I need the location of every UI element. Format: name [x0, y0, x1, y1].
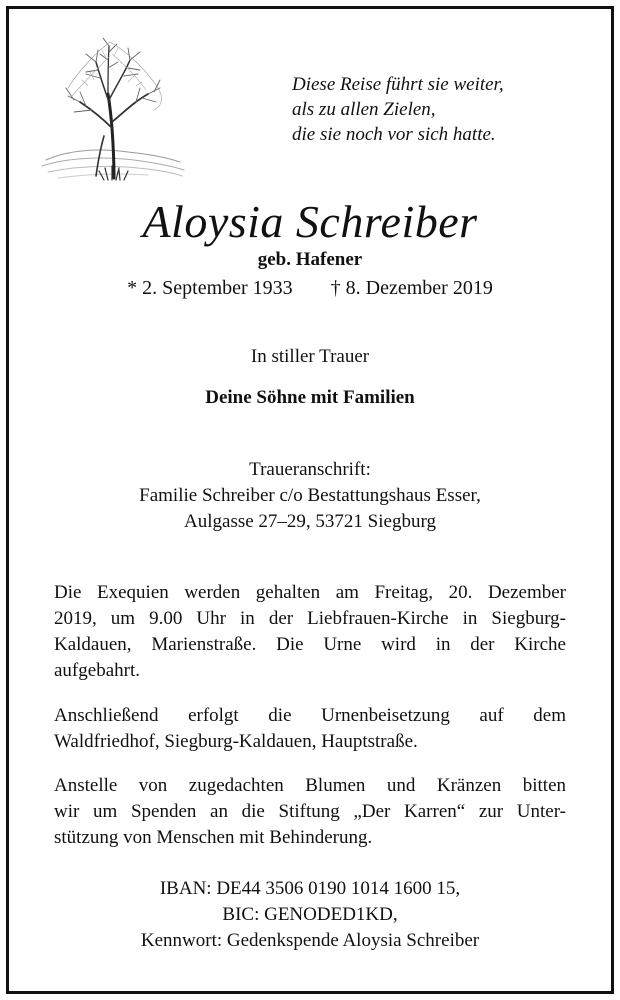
poem [292, 72, 592, 147]
text-line: aufgebahrt. [54, 660, 140, 681]
donation-reference: Kennwort: Gedenkspende Aloysia Schreiber [140, 930, 480, 951]
birth-date: * 2. September 1933 [127, 277, 293, 299]
poem-line: Diese Reise führt sie weiter, [292, 74, 504, 95]
text-line: Anschließend erfolgt die Urnenbeisetzung auf dem [54, 705, 566, 726]
text-line: Kaldauen, Marienstraße. Die Urne wird in der Kirche [54, 634, 566, 655]
birth-name: geb. Hafener [257, 249, 363, 270]
bank-iban: IBAN: DE44 3506 0190 1014 1600 15, [159, 878, 461, 899]
address-line: Familie Schreiber c/o Bestattungshaus Esser, [139, 485, 481, 506]
text-line: 2019, um 9.00 Uhr in der Liebfrauen-Kirche in Siegburg- [54, 608, 566, 629]
address-line: Aulgasse 27–29, 53721 Siegburg [184, 511, 436, 532]
text-line: Waldfriedhof, Siegburg-Kaldauen, Hauptstraße. [54, 731, 418, 752]
donation-paragraph [54, 773, 566, 851]
text-line: wir um Spenden an die Stiftung „Der Karren“ zur Unter- [54, 801, 566, 822]
text-line: Die Exequien werden gehalten am Freitag, 20. Dezember [54, 582, 566, 603]
mourning-intro: In stiller Trauer [250, 346, 370, 367]
text-line: Anstelle von zugedachten Blumen und Kränzen bitten [54, 775, 566, 796]
death-date: † 8. Dezember 2019 [330, 277, 493, 299]
poem-line: die sie noch vor sich hatte. [292, 124, 496, 145]
text-line: stützung von Menschen mit Behinderung. [54, 827, 373, 848]
tree-illustration-icon [38, 32, 188, 192]
address-label: Traueranschrift: [249, 459, 371, 480]
life-dates [0, 275, 620, 301]
exequien-paragraph [54, 580, 566, 684]
bank-bic: BIC: GENODED1KD, [222, 904, 398, 925]
deceased-name: Aloysia Schreiber [142, 196, 478, 247]
mourners: Deine Söhne mit Familien [205, 387, 415, 408]
poem-line: als zu allen Zielen, [292, 99, 436, 120]
burial-paragraph [54, 703, 566, 755]
